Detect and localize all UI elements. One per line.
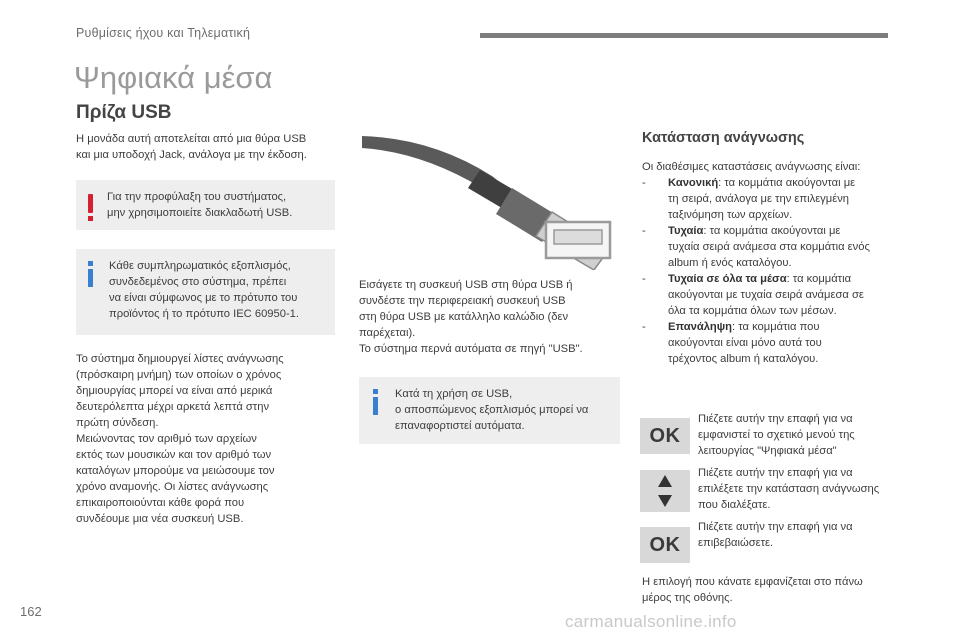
paragraph-line: δημιουργίας μπορεί να είναι από μερικά bbox=[76, 385, 273, 397]
warning-line: μην χρησιμοποιείτε διακλαδωτή USB. bbox=[107, 207, 293, 219]
list-dash: - bbox=[642, 321, 646, 333]
up-down-arrows-icon bbox=[640, 470, 690, 512]
info-line: να είναι σύμφωνος με το πρότυπο του bbox=[109, 292, 298, 304]
warning-line: Για την προφύλαξη του συστήματος, bbox=[107, 191, 287, 203]
step-line: επιβεβαιώσετε. bbox=[698, 537, 774, 549]
paragraph-line: παρέχεται). bbox=[359, 327, 416, 339]
list-item bbox=[642, 175, 912, 223]
list-item bbox=[642, 319, 912, 367]
list-line: όλα τα κομμάτια όλων των μέσων. bbox=[668, 305, 837, 317]
list-line: : τα κομμάτια bbox=[786, 273, 852, 285]
step-description bbox=[698, 465, 918, 513]
arrows-glyph bbox=[640, 470, 690, 512]
usb-intro-line: και μια υποδοχή Jack, ανάλογα με την έκδοση. bbox=[76, 149, 307, 161]
paragraph-line: Εισάγετε τη συσκευή USB στη θύρα USB ή bbox=[359, 279, 573, 291]
step-line: επιλέξετε την κατάσταση ανάγνωσης bbox=[698, 483, 880, 495]
step-line: Πιέζετε αυτήν την επαφή για να bbox=[698, 467, 853, 479]
step-description bbox=[698, 519, 918, 551]
step-line: που διαλέξατε. bbox=[698, 499, 771, 511]
list-term: Τυχαία bbox=[668, 225, 704, 237]
info-line: επαναφορτιστεί αυτόματα. bbox=[395, 420, 525, 432]
list-term: Επανάληψη bbox=[668, 321, 733, 333]
list-line: album ή ενός καταλόγου. bbox=[668, 257, 792, 269]
paragraph-line: Η επιλογή που κάνατε εμφανίζεται στο πάνω bbox=[642, 576, 863, 588]
info-note-standard bbox=[76, 249, 335, 335]
list-line: : τα κομμάτια ακούγονται με bbox=[703, 225, 841, 237]
paragraph-line: Το σύστημα περνά αυτόματα σε πηγή "USB". bbox=[359, 343, 583, 355]
info-note-charging bbox=[359, 377, 620, 444]
list-line: ακούγονται με τυχαία σειρά ανάμεσα σε bbox=[668, 289, 864, 301]
info-icon bbox=[88, 261, 93, 287]
insert-paragraph bbox=[359, 277, 629, 357]
ok-key-icon: OK bbox=[640, 418, 690, 454]
list-dash: - bbox=[642, 225, 646, 237]
playback-mode-list bbox=[642, 175, 912, 367]
paragraph-line: πρώτη σύνδεση. bbox=[76, 417, 159, 429]
paragraph-line: Μειώνοντας τον αριθμό των αρχείων bbox=[76, 433, 257, 445]
playlist-paragraph bbox=[76, 351, 346, 527]
info-line: Κατά τη χρήση σε USB, bbox=[395, 388, 513, 400]
section-title-usb: Πρίζα USB bbox=[76, 102, 172, 123]
paragraph-line: συνδέστε την περιφερειακή συσκευή USB bbox=[359, 295, 566, 307]
usb-intro bbox=[76, 131, 346, 163]
paragraph-line: επικαιροποιούνται κάθε φορά που bbox=[76, 497, 245, 509]
header-rule bbox=[480, 33, 888, 38]
usb-plug-illustration bbox=[362, 130, 618, 270]
page-title: Ψηφιακά μέσα bbox=[74, 60, 273, 95]
selection-note bbox=[642, 574, 922, 606]
exclamation-icon bbox=[88, 194, 93, 222]
step-description bbox=[698, 411, 918, 459]
list-dash: - bbox=[642, 273, 646, 285]
paragraph-line: χρόνο αναμονής. Οι λίστες ανάγνωσης bbox=[76, 481, 269, 493]
list-line: ακούγονται είναι μόνο αυτά του bbox=[668, 337, 822, 349]
list-term: Τυχαία σε όλα τα μέσα bbox=[668, 273, 787, 285]
paragraph-line: μέρος της οθόνης. bbox=[642, 592, 733, 604]
list-line: : τα κομμάτια ακούγονται με bbox=[718, 177, 856, 189]
list-term: Κανονική bbox=[668, 177, 719, 189]
info-line: προϊόντος ή το πρότυπο IEC 60950-1. bbox=[109, 308, 300, 320]
ok-key-icon: OK bbox=[640, 527, 690, 563]
paragraph-line: Το σύστημα δημιουργεί λίστες ανάγνωσης bbox=[76, 353, 284, 365]
list-dash: - bbox=[642, 177, 646, 189]
step-line: Πιέζετε αυτήν την επαφή για να bbox=[698, 413, 853, 425]
step-line: λειτουργίας "Ψηφιακά μέσα" bbox=[698, 445, 837, 457]
info-line: συνδεδεμένος στο σύστημα, πρέπει bbox=[109, 276, 287, 288]
info-line: Κάθε συμπληρωματικός εξοπλισμός, bbox=[109, 260, 291, 272]
list-line: τη σειρά, ανάλογα με την επιλεγμένη bbox=[668, 193, 850, 205]
paragraph-line: δευτερόλεπτα μέχρι αρκετά λεπτά στην bbox=[76, 401, 270, 413]
warning-note bbox=[76, 180, 335, 230]
list-line: ταξινόμηση των αρχείων. bbox=[668, 209, 793, 221]
list-item bbox=[642, 223, 912, 271]
paragraph-line: συνδέουμε μια νέα συσκευή USB. bbox=[76, 513, 244, 525]
list-line: τρέχοντος album ή καταλόγου. bbox=[668, 353, 819, 365]
usb-intro-line: Η μονάδα αυτή αποτελείται από μια θύρα USB bbox=[76, 133, 307, 145]
paragraph-line: καταλόγων μπορούμε να μειώσουμε τον bbox=[76, 465, 275, 477]
paragraph-line: (πρόσκαιρη μνήμη) των οποίων ο χρόνος bbox=[76, 369, 282, 381]
playback-mode-title: Κατάσταση ανάγνωσης bbox=[642, 130, 805, 146]
paragraph-line: εκτός των μουσικών και τον αριθμό των bbox=[76, 449, 272, 461]
page-number: 162 bbox=[20, 604, 42, 619]
info-icon bbox=[373, 389, 378, 415]
footer-watermark: carmanualsonline.info bbox=[565, 612, 737, 631]
playback-mode-intro: Οι διαθέσιμες καταστάσεις ανάγνωσης είναι: bbox=[642, 161, 861, 173]
step-line: Πιέζετε αυτήν την επαφή για να bbox=[698, 521, 853, 533]
list-line: τυχαία σειρά ανάμεσα στα κομμάτια ενός bbox=[668, 241, 870, 253]
list-line: : τα κομμάτια που bbox=[732, 321, 820, 333]
paragraph-line: στη θύρα USB με κατάλληλο καλώδιο (δεν bbox=[359, 311, 569, 323]
info-line: ο αποσπώμενος εξοπλισμός μπορεί να bbox=[395, 404, 589, 416]
running-header: Ρυθμίσεις ήχου και Τηλεματική bbox=[76, 26, 251, 40]
step-line: εμφανιστεί το σχετικό μενού της bbox=[698, 429, 855, 441]
list-item bbox=[642, 271, 912, 319]
